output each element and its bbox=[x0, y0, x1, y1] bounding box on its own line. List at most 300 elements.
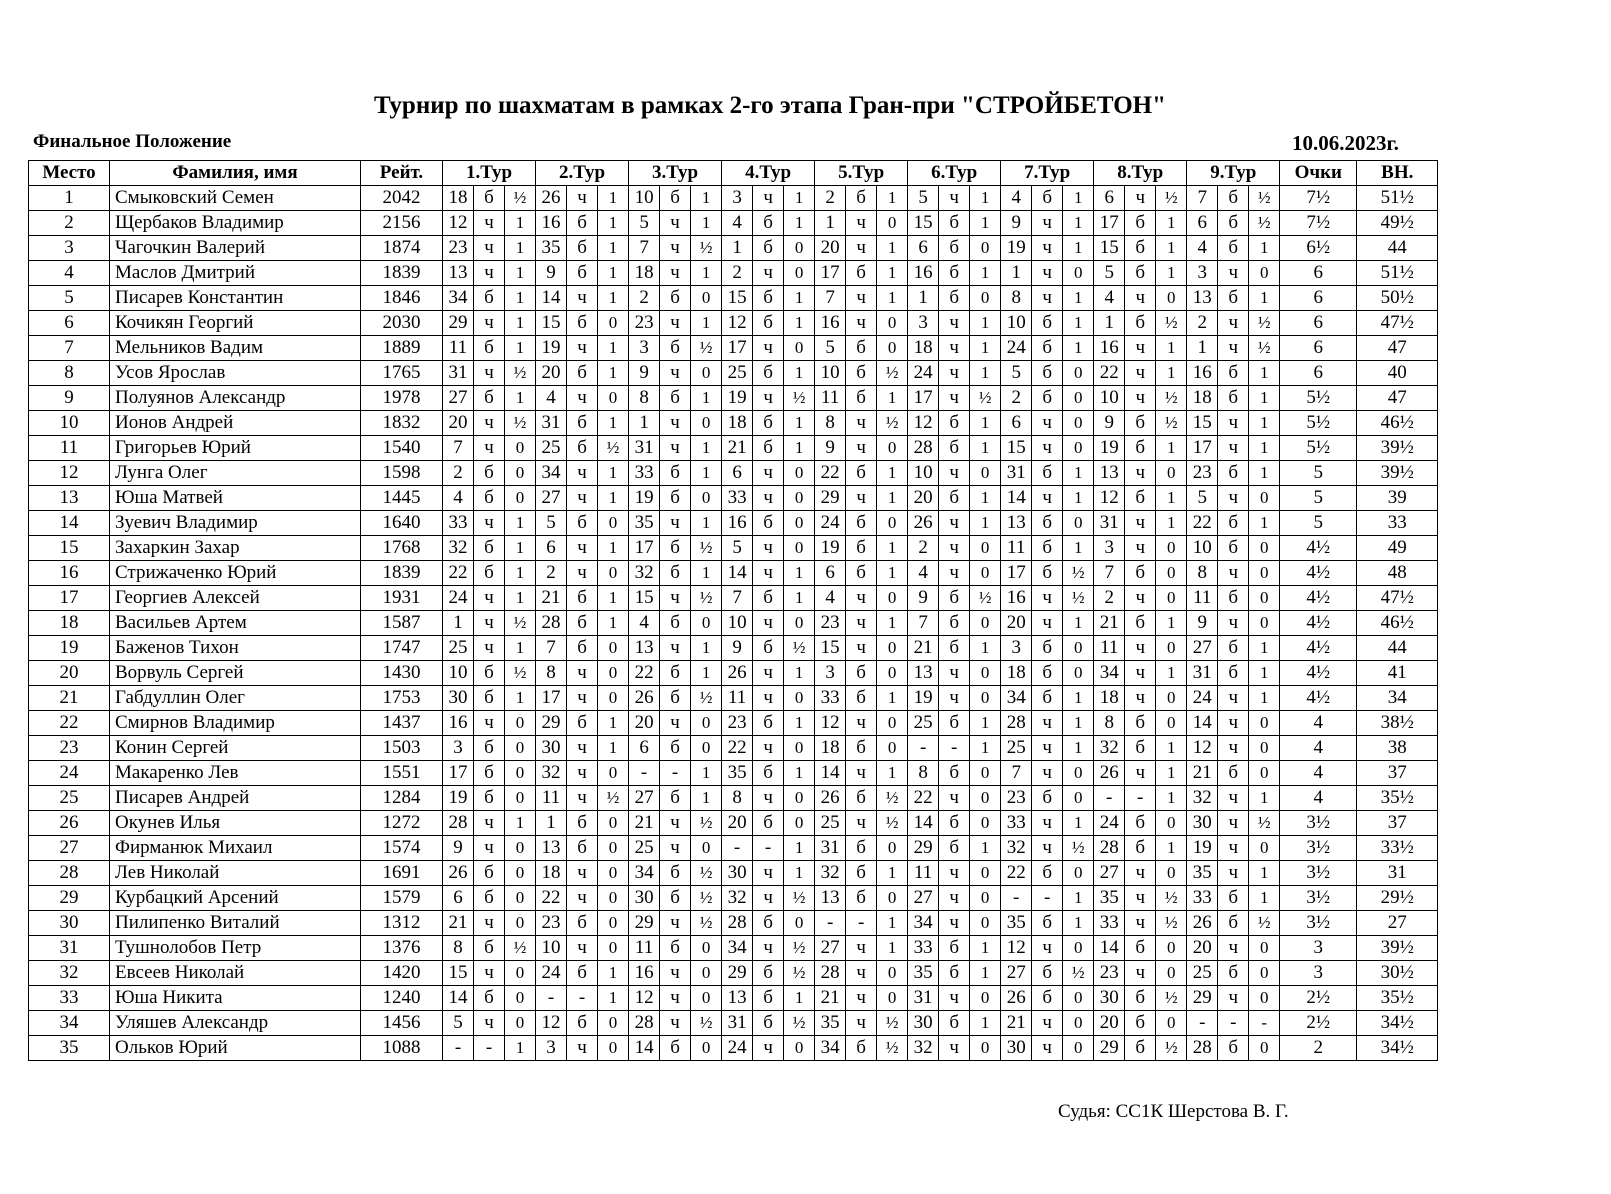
cell-opponent: 28 bbox=[908, 436, 939, 461]
cell-place: 30 bbox=[29, 911, 110, 936]
cell-color: б bbox=[474, 986, 505, 1011]
cell-opponent: 25 bbox=[1001, 736, 1032, 761]
cell-name: Юша Никита bbox=[110, 986, 361, 1011]
cell-opponent: 1 bbox=[1187, 336, 1218, 361]
cell-opponent: 17 bbox=[443, 761, 474, 786]
cell-opponent: 12 bbox=[1187, 736, 1218, 761]
cell-color: б bbox=[567, 911, 598, 936]
cell-opponent: 25 bbox=[815, 811, 846, 836]
cell-opponent: 22 bbox=[1187, 511, 1218, 536]
cell-opponent: 10 bbox=[1001, 311, 1032, 336]
cell-result: 1 bbox=[505, 636, 536, 661]
cell-result: 1 bbox=[691, 261, 722, 286]
cell-result: 1 bbox=[505, 536, 536, 561]
cell-opponent: 29 bbox=[722, 961, 753, 986]
cell-opponent: 11 bbox=[908, 861, 939, 886]
cell-tiebreak: 38½ bbox=[1357, 711, 1438, 736]
cell-color: ч bbox=[1125, 361, 1156, 386]
cell-opponent: 18 bbox=[908, 336, 939, 361]
cell-result: 1 bbox=[970, 186, 1001, 211]
cell-opponent: 25 bbox=[443, 636, 474, 661]
cell-color: ч bbox=[567, 786, 598, 811]
cell-opponent: 3 bbox=[1001, 636, 1032, 661]
cell-opponent: 16 bbox=[443, 711, 474, 736]
cell-result: 0 bbox=[1249, 261, 1280, 286]
cell-result: 0 bbox=[1156, 711, 1187, 736]
cell-color: ч bbox=[846, 286, 877, 311]
cell-result: 0 bbox=[1063, 1036, 1094, 1061]
cell-result: 1 bbox=[970, 311, 1001, 336]
cell-result: 0 bbox=[970, 786, 1001, 811]
cell-color: ч bbox=[846, 486, 877, 511]
cell-opponent: 26 bbox=[1187, 911, 1218, 936]
cell-opponent: 6 bbox=[629, 736, 660, 761]
cell-opponent: 16 bbox=[536, 211, 567, 236]
cell-color: б bbox=[1218, 1036, 1249, 1061]
cell-place: 19 bbox=[29, 636, 110, 661]
cell-opponent: 23 bbox=[443, 236, 474, 261]
cell-place: 16 bbox=[29, 561, 110, 586]
cell-rating: 2042 bbox=[361, 186, 443, 211]
cell-color: ч bbox=[753, 736, 784, 761]
cell-opponent: 20 bbox=[536, 361, 567, 386]
cell-color: б bbox=[567, 361, 598, 386]
cell-result: 1 bbox=[784, 586, 815, 611]
cell-result: ½ bbox=[691, 911, 722, 936]
cell-result: ½ bbox=[691, 861, 722, 886]
cell-result: ½ bbox=[877, 411, 908, 436]
cell-result: 0 bbox=[970, 286, 1001, 311]
cell-result: 1 bbox=[970, 336, 1001, 361]
cell-result: 0 bbox=[1156, 536, 1187, 561]
cell-points: 3 bbox=[1280, 961, 1357, 986]
cell-points: 4½ bbox=[1280, 661, 1357, 686]
cell-color: б bbox=[567, 511, 598, 536]
cell-opponent: 19 bbox=[1094, 436, 1125, 461]
cell-color: б bbox=[753, 911, 784, 936]
cell-color: ч bbox=[660, 811, 691, 836]
cell-rating: 1978 bbox=[361, 386, 443, 411]
cell-opponent: 13 bbox=[815, 886, 846, 911]
cell-opponent: 9 bbox=[629, 361, 660, 386]
cell-result: 1 bbox=[1063, 811, 1094, 836]
header-round-7: 7.Тур bbox=[1001, 161, 1094, 186]
cell-color: б bbox=[1032, 911, 1063, 936]
cell-result: ½ bbox=[970, 386, 1001, 411]
cell-opponent: 12 bbox=[722, 311, 753, 336]
cell-opponent: 17 bbox=[1094, 211, 1125, 236]
cell-tiebreak: 29½ bbox=[1357, 886, 1438, 911]
cell-points: 5½ bbox=[1280, 411, 1357, 436]
cell-result: ½ bbox=[1249, 186, 1280, 211]
cell-opponent: 6 bbox=[815, 561, 846, 586]
cell-color: б bbox=[567, 436, 598, 461]
cell-opponent: 32 bbox=[722, 886, 753, 911]
cell-opponent: 1 bbox=[1094, 311, 1125, 336]
cell-opponent: 10 bbox=[629, 186, 660, 211]
cell-result: 0 bbox=[598, 561, 629, 586]
cell-opponent: 23 bbox=[722, 711, 753, 736]
cell-color: б bbox=[474, 886, 505, 911]
cell-opponent: 29 bbox=[908, 836, 939, 861]
cell-opponent: 34 bbox=[536, 461, 567, 486]
cell-result: 1 bbox=[505, 586, 536, 611]
cell-result: 0 bbox=[598, 311, 629, 336]
cell-result: 1 bbox=[1063, 236, 1094, 261]
cell-tiebreak: 39 bbox=[1357, 486, 1438, 511]
cell-color: б bbox=[474, 561, 505, 586]
cell-color: ч bbox=[1125, 586, 1156, 611]
cell-color: ч bbox=[939, 361, 970, 386]
cell-place: 25 bbox=[29, 786, 110, 811]
cell-result: 1 bbox=[784, 186, 815, 211]
cell-result: ½ bbox=[691, 536, 722, 561]
cell-rating: 1456 bbox=[361, 1011, 443, 1036]
cell-result: 1 bbox=[970, 936, 1001, 961]
cell-color: ч bbox=[567, 686, 598, 711]
cell-result: 1 bbox=[784, 286, 815, 311]
cell-opponent: 12 bbox=[1001, 936, 1032, 961]
cell-opponent: 8 bbox=[443, 936, 474, 961]
cell-result: ½ bbox=[1063, 586, 1094, 611]
cell-result: 0 bbox=[877, 636, 908, 661]
cell-opponent: 13 bbox=[629, 636, 660, 661]
table-row bbox=[29, 411, 1438, 436]
cell-opponent: 13 bbox=[443, 261, 474, 286]
cell-opponent: 10 bbox=[1094, 386, 1125, 411]
cell-result: 0 bbox=[505, 711, 536, 736]
cell-result: ½ bbox=[970, 586, 1001, 611]
cell-opponent: 4 bbox=[815, 586, 846, 611]
cell-color: ч bbox=[846, 636, 877, 661]
cell-color: ч bbox=[567, 1036, 598, 1061]
cell-opponent: 14 bbox=[815, 761, 846, 786]
cell-result: ½ bbox=[877, 361, 908, 386]
cell-result: 0 bbox=[877, 986, 908, 1011]
cell-color: ч bbox=[1125, 336, 1156, 361]
cell-color: б bbox=[567, 961, 598, 986]
cell-result: 0 bbox=[598, 511, 629, 536]
cell-result: 1 bbox=[505, 211, 536, 236]
cell-color: б bbox=[1218, 511, 1249, 536]
cell-name: Лев Николай bbox=[110, 861, 361, 886]
cell-result: 0 bbox=[970, 461, 1001, 486]
cell-color: б bbox=[1218, 636, 1249, 661]
cell-opponent: 34 bbox=[815, 1036, 846, 1061]
cell-rating: 1889 bbox=[361, 336, 443, 361]
page-title: Турнир по шахматам в рамках 2-го этапа Гран-при "СТРОЙБЕТОН" bbox=[374, 92, 1166, 119]
cell-color: ч bbox=[846, 236, 877, 261]
cell-result: 1 bbox=[598, 586, 629, 611]
cell-color: б bbox=[567, 311, 598, 336]
cell-opponent: 32 bbox=[1187, 786, 1218, 811]
header-round-9: 9.Тур bbox=[1187, 161, 1280, 186]
table-row bbox=[29, 761, 1438, 786]
cell-result: 1 bbox=[784, 411, 815, 436]
cell-name: Васильев Артем bbox=[110, 611, 361, 636]
cell-result: 0 bbox=[1249, 836, 1280, 861]
cell-color: б bbox=[1218, 661, 1249, 686]
cell-name: Смирнов Владимир bbox=[110, 711, 361, 736]
cell-result: 0 bbox=[784, 786, 815, 811]
cell-color: б bbox=[1125, 411, 1156, 436]
cell-opponent: 1 bbox=[629, 411, 660, 436]
cell-opponent: 8 bbox=[908, 761, 939, 786]
cell-result: 1 bbox=[598, 711, 629, 736]
cell-color: ч bbox=[567, 536, 598, 561]
cell-opponent: 24 bbox=[908, 361, 939, 386]
cell-name: Чагочкин Валерий bbox=[110, 236, 361, 261]
cell-opponent: 24 bbox=[722, 1036, 753, 1061]
cell-opponent: 12 bbox=[443, 211, 474, 236]
cell-opponent: 11 bbox=[443, 336, 474, 361]
cell-result: 0 bbox=[1063, 386, 1094, 411]
cell-color: б bbox=[753, 986, 784, 1011]
cell-color: ч bbox=[939, 786, 970, 811]
cell-color: б bbox=[939, 586, 970, 611]
cell-rating: 1691 bbox=[361, 861, 443, 886]
cell-opponent: 7 bbox=[722, 586, 753, 611]
cell-result: 0 bbox=[505, 436, 536, 461]
cell-color: б bbox=[474, 661, 505, 686]
cell-points: 6 bbox=[1280, 336, 1357, 361]
cell-opponent: 16 bbox=[1094, 336, 1125, 361]
cell-result: ½ bbox=[691, 1011, 722, 1036]
cell-color: ч bbox=[567, 736, 598, 761]
cell-color: б bbox=[939, 411, 970, 436]
table-row bbox=[29, 936, 1438, 961]
cell-opponent: 17 bbox=[1001, 561, 1032, 586]
cell-color: ч bbox=[1125, 536, 1156, 561]
cell-tiebreak: 39½ bbox=[1357, 936, 1438, 961]
cell-points: 4½ bbox=[1280, 611, 1357, 636]
cell-color: ч bbox=[567, 286, 598, 311]
cell-opponent: 9 bbox=[1094, 411, 1125, 436]
cell-result: 0 bbox=[877, 836, 908, 861]
header-tiebreak: ВН. bbox=[1357, 161, 1438, 186]
cell-result: 0 bbox=[505, 736, 536, 761]
cell-color: б bbox=[753, 236, 784, 261]
cell-name: Полуянов Александр bbox=[110, 386, 361, 411]
cell-color: ч bbox=[1218, 486, 1249, 511]
cell-opponent: 6 bbox=[1187, 211, 1218, 236]
cell-result: 0 bbox=[970, 861, 1001, 886]
cell-result: ½ bbox=[784, 886, 815, 911]
cell-opponent: 22 bbox=[629, 661, 660, 686]
cell-color: ч bbox=[1218, 836, 1249, 861]
cell-opponent: 14 bbox=[443, 986, 474, 1011]
cell-color: ч bbox=[1125, 761, 1156, 786]
cell-color: б bbox=[846, 736, 877, 761]
cell-tiebreak: 33½ bbox=[1357, 836, 1438, 861]
cell-opponent: 34 bbox=[1001, 686, 1032, 711]
cell-name: Писарев Константин bbox=[110, 286, 361, 311]
cell-result: 1 bbox=[598, 736, 629, 761]
cell-name: Макаренко Лев bbox=[110, 761, 361, 786]
cell-color: б bbox=[660, 561, 691, 586]
cell-result: 0 bbox=[1156, 561, 1187, 586]
cell-result: ½ bbox=[691, 686, 722, 711]
cell-result: 0 bbox=[877, 661, 908, 686]
cell-color: б bbox=[753, 311, 784, 336]
cell-opponent: 22 bbox=[443, 561, 474, 586]
cell-result: ½ bbox=[877, 786, 908, 811]
cell-color: б bbox=[939, 636, 970, 661]
cell-color: б bbox=[474, 686, 505, 711]
cell-rating: 1437 bbox=[361, 711, 443, 736]
cell-result: ½ bbox=[1249, 211, 1280, 236]
cell-color: б bbox=[660, 786, 691, 811]
cell-color: ч bbox=[1218, 736, 1249, 761]
cell-place: 20 bbox=[29, 661, 110, 686]
cell-color: ч bbox=[1125, 636, 1156, 661]
cell-result: 0 bbox=[970, 1036, 1001, 1061]
cell-rating: 2156 bbox=[361, 211, 443, 236]
cell-result: 1 bbox=[1063, 886, 1094, 911]
cell-color: - bbox=[1218, 1011, 1249, 1036]
cell-result: 0 bbox=[1156, 461, 1187, 486]
cell-color: ч bbox=[567, 886, 598, 911]
cell-tiebreak: 37 bbox=[1357, 761, 1438, 786]
cell-result: 1 bbox=[970, 636, 1001, 661]
cell-result: ½ bbox=[784, 386, 815, 411]
cell-color: б bbox=[1218, 236, 1249, 261]
table-row bbox=[29, 736, 1438, 761]
cell-opponent: 22 bbox=[722, 736, 753, 761]
cell-result: 1 bbox=[691, 461, 722, 486]
cell-result: 1 bbox=[691, 786, 722, 811]
cell-opponent: 16 bbox=[1001, 586, 1032, 611]
cell-rating: 1587 bbox=[361, 611, 443, 636]
cell-result: 0 bbox=[784, 261, 815, 286]
cell-opponent: 7 bbox=[443, 436, 474, 461]
cell-color: ч bbox=[1218, 611, 1249, 636]
cell-color: б bbox=[1125, 836, 1156, 861]
cell-result: 0 bbox=[691, 711, 722, 736]
cell-opponent: 10 bbox=[722, 611, 753, 636]
cell-place: 18 bbox=[29, 611, 110, 636]
cell-color: б bbox=[567, 636, 598, 661]
table-row bbox=[29, 711, 1438, 736]
standings-subtitle: Финальное Положение bbox=[33, 131, 232, 152]
cell-color: б bbox=[567, 236, 598, 261]
cell-color: б bbox=[939, 811, 970, 836]
cell-color: - bbox=[474, 1036, 505, 1061]
cell-result: 1 bbox=[1249, 286, 1280, 311]
cell-opponent: 31 bbox=[536, 411, 567, 436]
cell-color: б bbox=[1125, 261, 1156, 286]
cell-color: ч bbox=[939, 686, 970, 711]
cell-opponent: 28 bbox=[536, 611, 567, 636]
cell-color: ч bbox=[1032, 761, 1063, 786]
cell-result: 0 bbox=[691, 411, 722, 436]
cell-color: ч bbox=[660, 211, 691, 236]
cell-rating: 1430 bbox=[361, 661, 443, 686]
table-row bbox=[29, 486, 1438, 511]
cell-opponent: 35 bbox=[908, 961, 939, 986]
cell-color: б bbox=[846, 686, 877, 711]
cell-color: ч bbox=[1125, 686, 1156, 711]
cell-opponent: 1 bbox=[536, 811, 567, 836]
cell-result: ½ bbox=[1156, 886, 1187, 911]
cell-opponent: 19 bbox=[722, 386, 753, 411]
cell-color: б bbox=[474, 536, 505, 561]
cell-color: ч bbox=[753, 686, 784, 711]
cell-color: ч bbox=[1032, 711, 1063, 736]
cell-opponent: 27 bbox=[1187, 636, 1218, 661]
cell-opponent: 5 bbox=[1001, 361, 1032, 386]
cell-opponent: 22 bbox=[1001, 861, 1032, 886]
cell-result: 0 bbox=[1249, 736, 1280, 761]
cell-result: 0 bbox=[598, 911, 629, 936]
cell-tiebreak: 46½ bbox=[1357, 611, 1438, 636]
cell-opponent: 14 bbox=[1001, 486, 1032, 511]
cell-opponent: 12 bbox=[815, 711, 846, 736]
cell-result: 0 bbox=[691, 1036, 722, 1061]
cell-color: ч bbox=[1032, 211, 1063, 236]
cell-color: б bbox=[753, 411, 784, 436]
cell-tiebreak: 33 bbox=[1357, 511, 1438, 536]
cell-result: 0 bbox=[784, 236, 815, 261]
cell-name: Конин Сергей bbox=[110, 736, 361, 761]
cell-opponent: 14 bbox=[629, 1036, 660, 1061]
table-row bbox=[29, 686, 1438, 711]
cell-opponent: 32 bbox=[815, 861, 846, 886]
cell-result: 0 bbox=[691, 986, 722, 1011]
cell-result: 1 bbox=[1156, 211, 1187, 236]
cell-tiebreak: 50½ bbox=[1357, 286, 1438, 311]
cell-color: б bbox=[567, 211, 598, 236]
cell-color: б bbox=[474, 186, 505, 211]
cell-result: 1 bbox=[691, 661, 722, 686]
cell-result: 0 bbox=[970, 561, 1001, 586]
cell-opponent: 30 bbox=[536, 736, 567, 761]
cell-opponent: 20 bbox=[629, 711, 660, 736]
cell-points: 4½ bbox=[1280, 636, 1357, 661]
cell-color: б bbox=[846, 386, 877, 411]
cell-opponent: 34 bbox=[629, 861, 660, 886]
cell-result: ½ bbox=[505, 936, 536, 961]
cell-opponent: 24 bbox=[1001, 336, 1032, 361]
cell-opponent: 13 bbox=[536, 836, 567, 861]
cell-place: 3 bbox=[29, 236, 110, 261]
cell-opponent: 26 bbox=[722, 661, 753, 686]
cell-result: 1 bbox=[598, 411, 629, 436]
cell-result: 1 bbox=[505, 386, 536, 411]
cell-opponent: 5 bbox=[536, 511, 567, 536]
cell-result: 0 bbox=[877, 511, 908, 536]
cell-opponent: 27 bbox=[1094, 861, 1125, 886]
cell-opponent: 15 bbox=[722, 286, 753, 311]
cell-place: 13 bbox=[29, 486, 110, 511]
cell-color: б bbox=[939, 611, 970, 636]
cell-result: 0 bbox=[691, 936, 722, 961]
cell-opponent: 10 bbox=[908, 461, 939, 486]
cell-tiebreak: 49 bbox=[1357, 536, 1438, 561]
cell-opponent: 11 bbox=[1001, 536, 1032, 561]
cell-opponent: 18 bbox=[1094, 686, 1125, 711]
cell-color: б bbox=[753, 961, 784, 986]
cell-color: б bbox=[567, 611, 598, 636]
table-row bbox=[29, 436, 1438, 461]
cell-place: 34 bbox=[29, 1011, 110, 1036]
cell-color: б bbox=[846, 836, 877, 861]
cell-result: 1 bbox=[691, 186, 722, 211]
cell-points: 7½ bbox=[1280, 211, 1357, 236]
cell-opponent: 21 bbox=[536, 586, 567, 611]
table-row bbox=[29, 986, 1438, 1011]
cell-opponent: 22 bbox=[815, 461, 846, 486]
